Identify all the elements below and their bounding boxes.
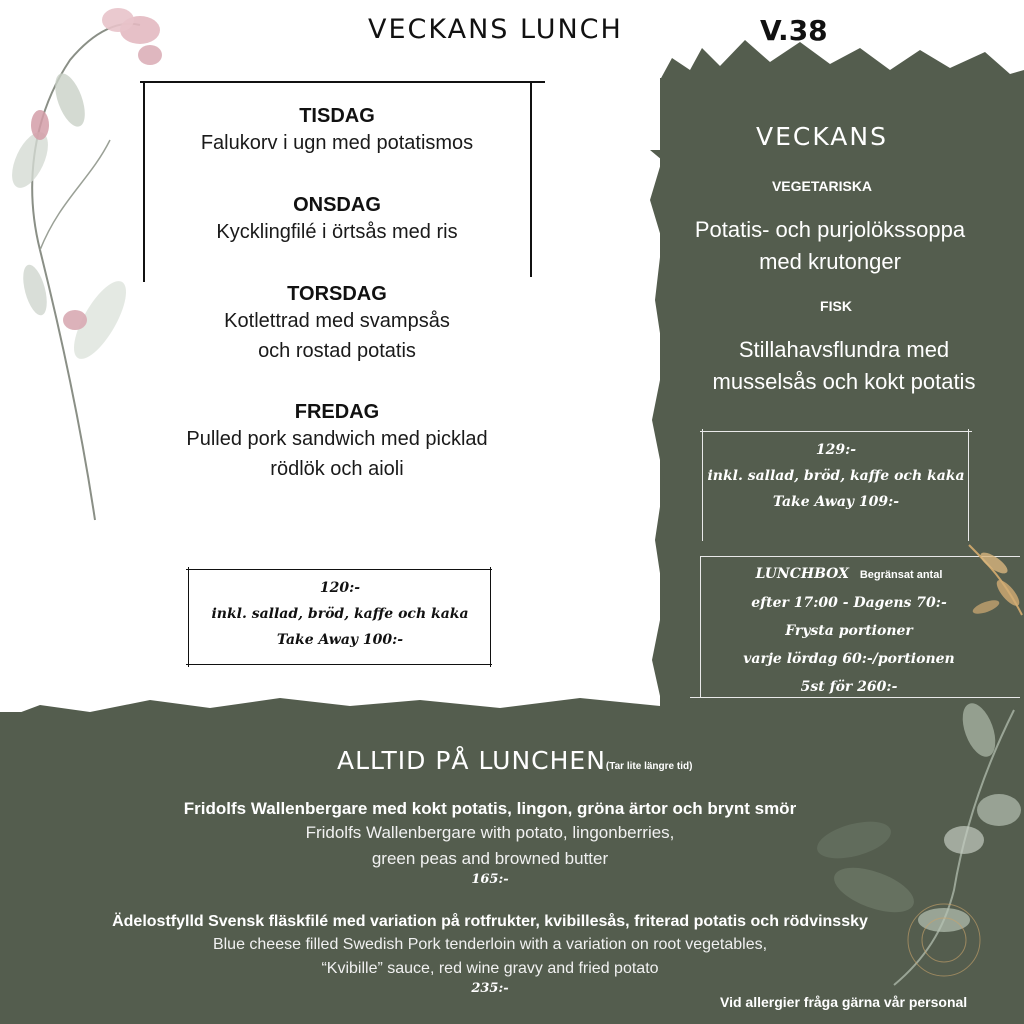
vegetarian-dish	[670, 214, 990, 278]
lunchbox-note: Begränsat antal	[859, 569, 943, 581]
takeaway-price: Take Away 109:-	[772, 494, 900, 510]
price-box-bottom-line	[186, 664, 492, 665]
day-dish: och rostad potatis	[258, 340, 416, 362]
always-heading	[337, 746, 692, 775]
vegetarian-label: VEGETARISKA	[771, 178, 873, 194]
day-dish: Pulled pork sandwich med picklad	[186, 428, 488, 450]
dish-english: Fridolfs Wallenbergare with potato, lingonberries,	[305, 823, 675, 842]
week-number: V.38	[760, 14, 828, 47]
fish-dish	[684, 334, 1004, 398]
weekly-box-right-line	[968, 429, 969, 541]
dish-title: Fridolfs Wallenbergare med kokt potatis, lingon, gröna ärtor och brynt smör	[183, 799, 797, 818]
vegetarian-dish-line: Potatis- och purjolökssoppa	[694, 217, 966, 242]
lunchbox-line: 5st för 260:-	[800, 679, 898, 695]
lunchbox-box	[704, 560, 994, 701]
day-name: ONSDAG	[293, 194, 381, 216]
day-friday	[142, 400, 532, 484]
price-includes: inkl. sallad, bröd, kaffe och kaka	[211, 606, 469, 622]
day-dish: Falukorv i ugn med potatismos	[200, 132, 474, 154]
dish-price: 165:-	[471, 872, 509, 887]
dish-price: 235:-	[471, 981, 509, 996]
always-heading-text: ALLTID PÅ LUNCHEN	[337, 746, 606, 775]
price-box-right-line	[490, 567, 491, 667]
price: 120:-	[319, 580, 361, 596]
fish-dish-line: musselsås och kokt potatis	[712, 369, 976, 394]
day-name: FREDAG	[294, 401, 380, 423]
day-wednesday	[142, 193, 532, 247]
price-box-top-line	[186, 569, 492, 570]
vegetarian-dish-line: med krutonger	[759, 249, 901, 274]
lunchbox-line: Frysta portioner	[785, 623, 913, 639]
frame-top-line	[140, 81, 545, 83]
lunchbox-label: LUNCHBOX	[755, 566, 849, 582]
fish-dish-line: Stillahavsflundra med	[738, 337, 950, 362]
day-name: TORSDAG	[287, 283, 387, 305]
leaf-decoration-bottom-right	[794, 690, 1024, 990]
day-dish: rödlök och aioli	[270, 458, 404, 480]
price-box-left-line	[188, 567, 189, 667]
dish-english: green peas and browned butter	[371, 849, 609, 868]
always-note: (Tar lite längre tid)	[605, 761, 693, 772]
dish-english: Blue cheese filled Swedish Pork tenderloin with a variation on root vegetables,	[212, 936, 768, 953]
weekly-price-box	[704, 437, 968, 515]
weekly-box-top-line	[700, 431, 972, 432]
fish-label: FISK	[820, 298, 852, 314]
day-tuesday	[142, 104, 532, 158]
day-dish: Kotlettrad med svampsås	[224, 310, 450, 332]
weekly-heading: VECKANS	[756, 122, 888, 151]
dish-title: Ädelostfylld Svensk fläskfilé med variation på rotfrukter, kvibillesås, friterad potatis och rödvinssky	[112, 913, 868, 930]
weekly-box-left-line	[702, 429, 703, 541]
allergy-note: Vid allergier fråga gärna vår personal	[720, 994, 968, 1010]
lunchbox-left-line	[700, 556, 701, 698]
dish-english: “Kvibille” sauce, red wine gravy and fried potato	[321, 960, 659, 977]
day-thursday	[142, 282, 532, 366]
gold-leaf-decoration	[964, 535, 1024, 625]
lunchbox-line: varje lördag 60:-/portionen	[743, 651, 955, 667]
menu-title: VECKANS LUNCH	[368, 14, 623, 45]
left-price-box	[190, 575, 490, 653]
takeaway-price: Take Away 100:-	[276, 632, 404, 648]
price: 129:-	[815, 442, 857, 458]
lunchbox-line: efter 17:00 - Dagens 70:-	[751, 595, 947, 611]
day-name: TISDAG	[299, 105, 375, 127]
day-dish: Kycklingfilé i örtsås med ris	[216, 221, 458, 243]
price-includes: inkl. sallad, bröd, kaffe och kaka	[707, 468, 965, 484]
